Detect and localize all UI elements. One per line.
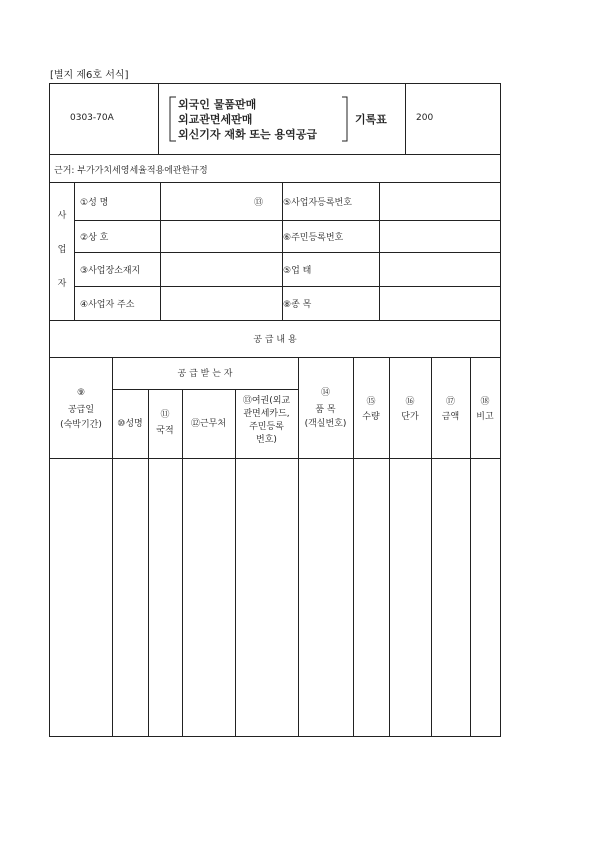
- field-location-label: ③사업장소재지: [80, 266, 141, 276]
- col-passport-line-3: 주민등록: [249, 422, 284, 432]
- field-business-type-label: ⑤업 태: [283, 266, 312, 276]
- col-item: 품 목: [315, 405, 336, 415]
- title-line-2: 외교관면세판매: [178, 113, 253, 126]
- supply-section-title: 공 급 내 용: [253, 335, 297, 345]
- col-passport-line-4: 번호): [256, 435, 277, 445]
- col-nationality: 국적: [156, 426, 174, 436]
- col-unit-price: 단가: [401, 412, 419, 422]
- col-nationality-number: ⑪: [160, 410, 170, 420]
- col-qty: 수량: [362, 412, 380, 422]
- basis-text: 근거: 부가가치세영세율적용에관한규정: [54, 166, 208, 176]
- col-item-sub: (객실번호): [304, 419, 347, 429]
- col-date-number: ⑨: [76, 388, 86, 398]
- field-name-seal: ⑬: [254, 198, 264, 208]
- col-qty-number: ⑮: [366, 397, 376, 407]
- right-bracket: [340, 94, 354, 144]
- title-line-3: 외신기자 재화 또는 용역공급: [178, 128, 317, 141]
- field-biz-reg-label: ⑤사업자등록번호: [283, 198, 352, 208]
- form-number-label: [별지 제6호 서식]: [50, 70, 129, 81]
- col-passport-line-2: 관면세카드,: [243, 409, 290, 419]
- field-address-label: ④사업자 주소: [80, 300, 135, 310]
- side-label-3: 자: [57, 279, 67, 289]
- col-item-number: ⑭: [320, 388, 330, 398]
- field-resident-reg-label: ⑥주민등록번호: [283, 233, 344, 243]
- form-serial: 200: [416, 113, 434, 123]
- col-date-sub: (숙박기간): [60, 420, 102, 430]
- title-suffix: 기록표: [355, 113, 387, 126]
- col-passport-line-1: ⑬여권(외교: [242, 396, 291, 406]
- col-date-label: 공급일: [67, 405, 95, 415]
- record-form: [49, 83, 501, 737]
- receiver-group-title: 공 급 받 는 자: [177, 369, 233, 379]
- field-trade-name-label: ②상 호: [80, 233, 109, 243]
- side-label-1: 사: [57, 211, 67, 221]
- side-label-2: 업: [57, 245, 67, 255]
- col-amount-number: ⑰: [445, 397, 455, 407]
- col-receiver-name: ⑩성명: [117, 419, 143, 429]
- col-note-number: ⑱: [480, 397, 490, 407]
- field-category-label: ⑧종 목: [283, 300, 312, 310]
- title-line-1: 외국인 물품판매: [178, 98, 257, 111]
- col-unit-price-number: ⑯: [405, 397, 415, 407]
- supply-entry-area: [50, 459, 500, 737]
- col-workplace: ⑫근무처: [190, 419, 227, 429]
- form-code: 0303-70A: [70, 113, 114, 123]
- col-note: 비고: [476, 412, 494, 422]
- col-amount: 금액: [441, 412, 460, 422]
- field-name-label: ①성 명: [80, 198, 109, 208]
